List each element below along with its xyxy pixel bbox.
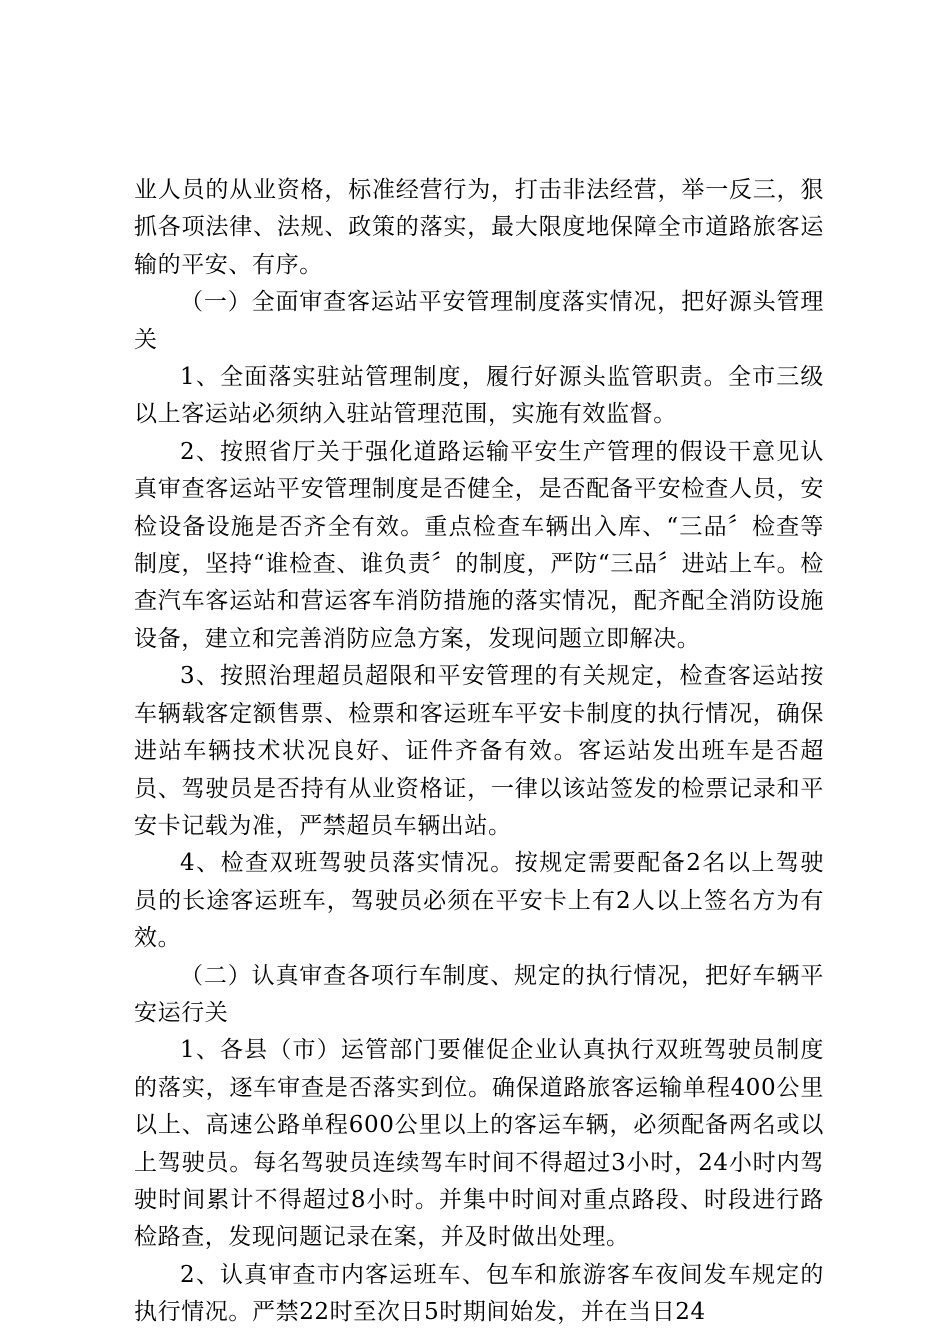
section-heading-one: （一）全面审查客运站平安管理制度落实情况，把好源头管理关 — [134, 289, 824, 353]
paragraph-continuation: 业人员的从业资格，标准经营行为，打击非法经营，举一反三，狠抓各项法律、法规、政策的落实，最大限度地保障全市道路旅客运输的平安、有序。 — [134, 177, 824, 278]
paragraph-item: 2、按照省厅关于强化道路运输平安生产管理的假设干意见认真审查客运站平安管理制度是否健全，是否配备平安检查人员，安检设备设施是否齐全有效。重点检查车辆出入库、“三品〞检查等制度，坚持“谁检查、谁负责〞的制度，严防“三品〞进站上车。检查汽车客运站和营运客车消防措施的落实情况，配齐配全消防设施设备，建立和完善消防应急方案，发现问题立即解决。 — [134, 438, 824, 652]
paragraph-item: 1、全面落实驻站管理制度，履行好源头监管职责。全市三级以上客运站必须纳入驻站管理范围，实施有效监督。 — [134, 364, 824, 428]
paragraph-item: 3、按照治理超员超限和平安管理的有关规定，检查客运站按车辆载客定额售票、检票和客运班车平安卡制度的执行情况，确保进站车辆技术状况良好、证件齐备有效。客运站发出班车是否超员、驾驶员是否持有从业资格证，一律以该站签发的检票记录和平安卡记载为准，严禁超员车辆出站。 — [134, 663, 824, 839]
paragraph-item: 4、检查双班驾驶员落实情况。按规定需要配备2名以上驾驶员的长途客运班车，驾驶员必须在平安卡上有2人以上签名方为有效。 — [134, 850, 824, 952]
section-heading-two: （二）认真审查各项行车制度、规定的执行情况，把好车辆平安运行关 — [134, 962, 824, 1026]
paragraph-item: 1、各县（市）运管部门要催促企业认真执行双班驾驶员制度的落实，逐车审查是否落实到位。确保道路旅客运输单程400公里以上、高速公路单程600公里以上的客运车辆，必须配备两名或以上驾驶员。每名驾驶员连续驾车时间不得超过3小时，24小时内驾驶时间累计不得超过8小时。并集中时间对重点路段、时段进行路检路查，发现问题记录在案，并及时做出处理。 — [134, 1037, 824, 1251]
document-body — [134, 172, 824, 1332]
paragraph-item: 2、认真审查市内客运班车、包车和旅游客车夜间发车规定的执行情况。严禁22时至次日5时期间始发，并在当日24 — [134, 1261, 824, 1326]
